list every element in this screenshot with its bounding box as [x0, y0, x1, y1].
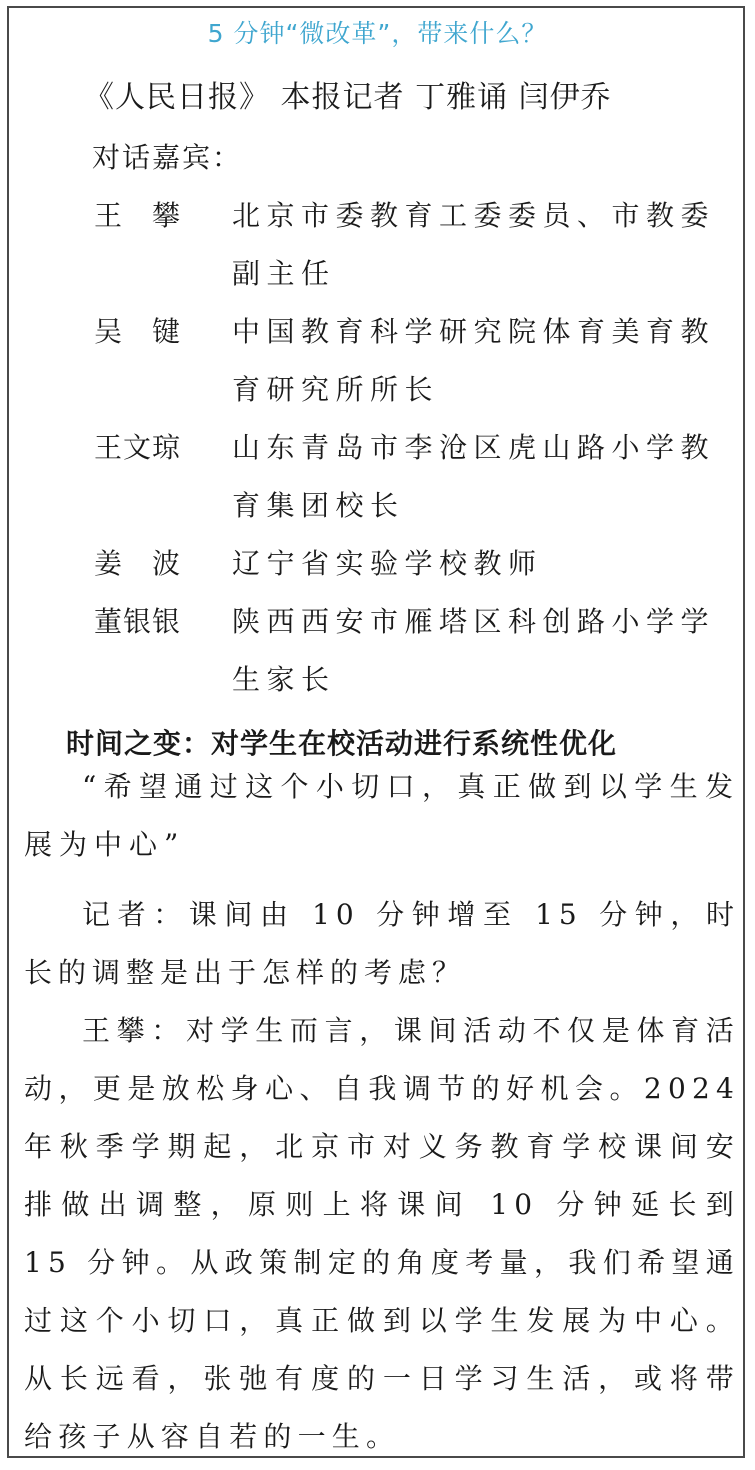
guest-description: 北京市委教育工委委员、市教委副主任 — [232, 199, 716, 290]
guest-name: 王 攀 — [94, 199, 182, 232]
guest-name: 王文琼 — [94, 431, 182, 464]
reporter-question: 记者：课间由 10 分钟增至 15 分钟，时长的调整是出于怎样的考虑？ — [24, 898, 740, 989]
quote-subheading: “希望通过这个小切口，真正做到以学生发展为中心” — [24, 770, 740, 861]
guest-name: 董银银 — [94, 605, 182, 638]
section-heading: 时间之变：对学生在校活动进行系统性优化 — [66, 727, 618, 760]
guest-name: 吴 键 — [94, 315, 182, 348]
guest-description: 陕西西安市雁塔区科创路小学学生家长 — [232, 605, 716, 696]
guest-description: 山东青岛市李沧区虎山路小学教育集团校长 — [232, 431, 716, 522]
interview-answer: 王攀：对学生而言，课间活动不仅是体育活动，更是放松身心、自我调节的好机会。2024 年秋季学期起，北京市对义务教育学校课间安排做出调整，原则上将课间 10 分钟延长到 15 分钟。从政策制定的角度考量，我们希望通过这个小切口，真正做到以学生发展为中心。从长远看，张弛有度的一日学习生活，或将带给孩子从容自若的一生。 — [24, 1014, 740, 1453]
guest-name: 姜 波 — [94, 547, 182, 580]
byline: 《人民日报》 本报记者 丁雅诵 闫伊乔 — [84, 80, 612, 115]
guests-label: 对话嘉宾： — [92, 141, 243, 174]
guest-description: 辽宁省实验学校教师 — [232, 547, 543, 580]
guest-description: 中国教育科学研究院体育美育教育研究所所长 — [232, 315, 716, 406]
article-title: 5 分钟“微改革”，带来什么？ — [207, 19, 548, 48]
